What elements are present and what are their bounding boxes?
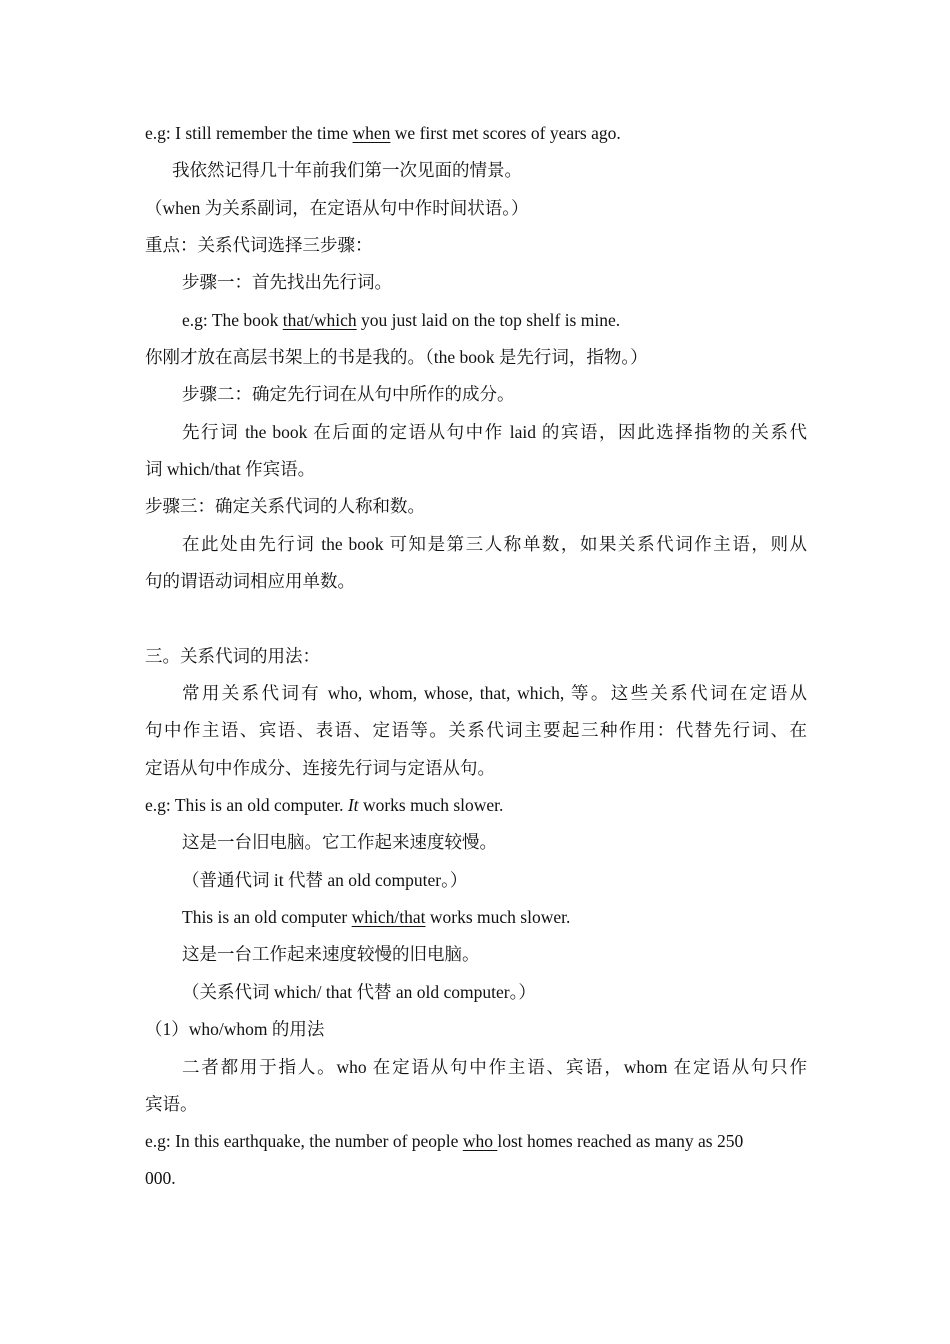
example-sentence-book: e.g: The book that/which you just laid on the top shelf is mine.	[182, 310, 621, 330]
paragraph-line: 000.	[145, 1168, 176, 1188]
translation-line: 你刚才放在高层书架上的书是我的。（the book 是先行词，指物。）	[145, 347, 648, 367]
paragraph-line: 词 which/that 作宾语。	[145, 459, 316, 479]
example-sentence-computer: e.g: This is an old computer. It works much slower.	[145, 795, 504, 815]
translation-line: 这是一台旧电脑。它工作起来速度较慢。	[182, 832, 497, 852]
section-heading-relative-pronouns: 三。关系代词的用法：	[145, 646, 320, 666]
paragraph-line: 常用关系代词有 who, whom, whose, that, which, 等。这些关系代词在定语从	[182, 683, 807, 703]
paragraph-line: 先行词 the book 在后面的定语从句中作 laid 的宾语，因此选择指物的关系代	[182, 422, 807, 442]
paragraph-line: 在此处由先行词 the book 可知是第三人称单数，如果关系代词作主语，则从	[182, 534, 807, 554]
step-three-heading: 步骤三：确定关系代词的人称和数。	[145, 496, 425, 516]
underlined-relative-word: when	[352, 123, 391, 143]
paragraph-line: 句的谓语动词相应用单数。	[145, 571, 355, 591]
note-line: （关系代词 which/ that 代替 an old computer。）	[182, 982, 536, 1002]
step-two-heading: 步骤二：确定先行词在从句中所作的成分。	[182, 384, 515, 404]
example-sentence-when: e.g: I still remember the time when we first met scores of years ago.	[145, 123, 621, 143]
example-sentence-computer-relative: This is an old computer which/that works much slower.	[182, 907, 571, 927]
underlined-relative-word: which/that	[351, 907, 426, 927]
example-sentence-earthquake: e.g: In this earthquake, the number of people who lost homes reached as many as 250	[145, 1131, 744, 1151]
note-line: （when 为关系副词，在定语从句中作时间状语。）	[145, 198, 529, 218]
underlined-relative-word: that/which	[282, 310, 357, 330]
note-line: （普通代词 it 代替 an old computer。）	[182, 870, 468, 890]
paragraph-line: 定语从句中作成分、连接先行词与定语从句。	[145, 758, 495, 778]
paragraph-line: 二者都用于指人。who 在定语从句中作主语、宾语，whom 在定语从句只作	[182, 1057, 807, 1077]
paragraph-line: 句中作主语、宾语、表语、定语等。关系代词主要起三种作用：代替先行词、在	[145, 720, 807, 740]
translation-line: 我依然记得几十年前我们第一次见面的情景。	[172, 160, 522, 180]
italic-pronoun: It	[347, 795, 359, 815]
subsection-heading-who-whom: （1）who/whom 的用法	[145, 1019, 325, 1039]
paragraph-line: 宾语。	[145, 1094, 198, 1114]
underlined-relative-word: who	[462, 1131, 498, 1151]
step-one-heading: 步骤一：首先找出先行词。	[182, 272, 392, 292]
section-heading-key-point: 重点：关系代词选择三步骤：	[145, 235, 373, 255]
translation-line: 这是一台工作起来速度较慢的旧电脑。	[182, 944, 480, 964]
